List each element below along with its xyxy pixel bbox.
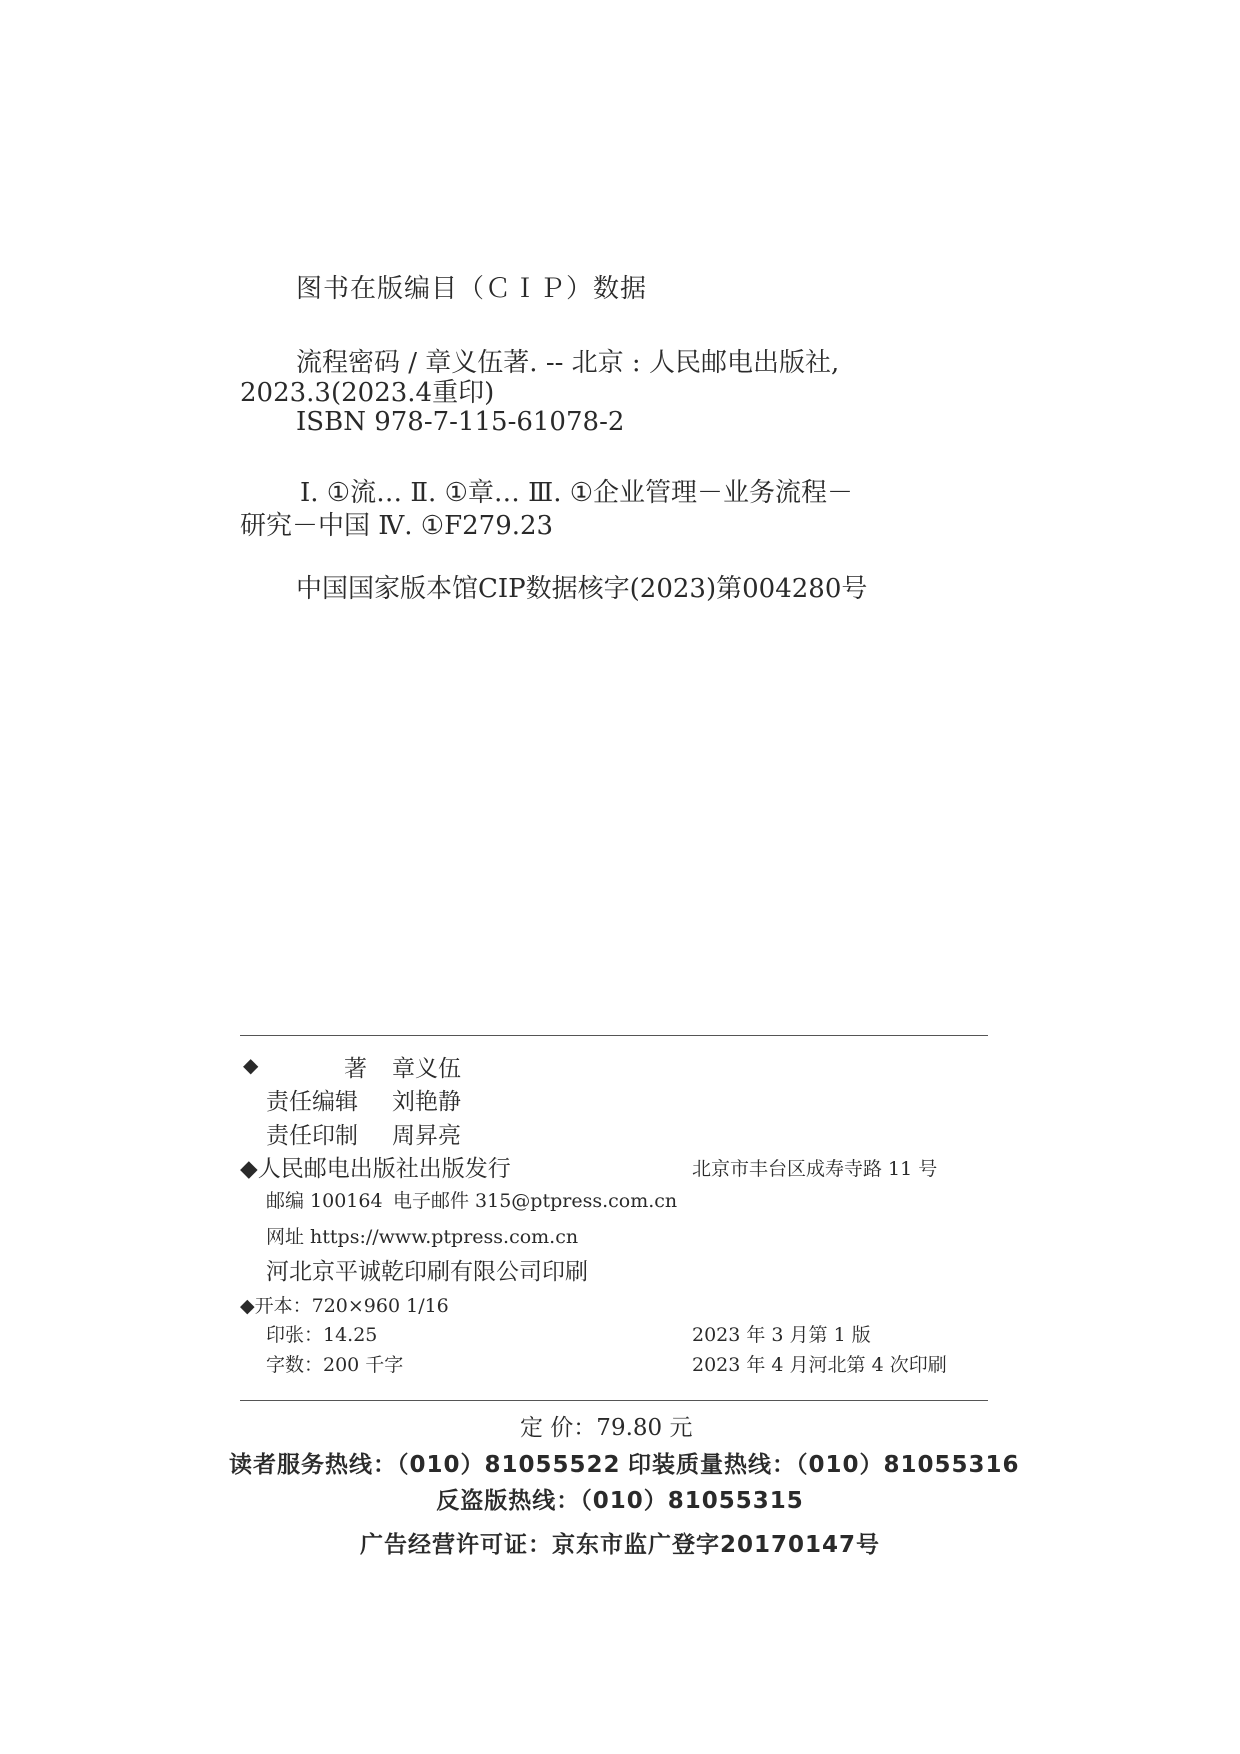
- editor-role: 责任编辑: [266, 1089, 358, 1115]
- publisher-address: 北京市丰台区成寿寺路 11 号: [692, 1158, 938, 1180]
- divider-top: [240, 1035, 988, 1036]
- edition: 2023 年 3 月第 1 版: [692, 1324, 871, 1346]
- cip-title-line: 流程密码 / 章义伍著. -- 北京 : 人民邮电出版社,: [296, 348, 840, 378]
- printer-name: 周昇亮: [392, 1123, 461, 1149]
- email: 电子邮件 315@ptpress.com.cn: [393, 1190, 678, 1212]
- editor-name: 刘艳静: [392, 1089, 461, 1115]
- print-house: 河北京平诚乾印刷有限公司印刷: [266, 1259, 588, 1285]
- quality-hotline: 印装质量热线：（010）81055316: [628, 1452, 1020, 1478]
- cip-classification-line-1: Ⅰ. ①流… Ⅱ. ①章… Ⅲ. ①企业管理－业务流程－: [300, 478, 854, 508]
- publisher: ◆人民邮电出版社出版发行: [240, 1156, 511, 1182]
- cip-isbn: ISBN 978-7-115-61078-2: [296, 407, 625, 437]
- print-role: 责任印制: [266, 1123, 358, 1149]
- reader-hotline: 读者服务热线：（010）81055522: [229, 1452, 621, 1478]
- author-name: 章义伍: [392, 1056, 461, 1082]
- price: 定 价：79.80 元: [520, 1415, 693, 1441]
- piracy-hotline: 反盗版热线：（010）81055315: [436, 1488, 804, 1514]
- cip-date-line: 2023.3(2023.4重印): [240, 378, 495, 408]
- ad-license: 广告经营许可证：京东市监广登字20170147号: [359, 1532, 881, 1558]
- website: 网址 https://www.ptpress.com.cn: [266, 1226, 579, 1248]
- bullet-diamond: ◆: [243, 1053, 259, 1077]
- divider-bottom: [240, 1400, 988, 1401]
- author-role: 著: [344, 1056, 367, 1082]
- cip-record-number: 中国国家版本馆CIP数据核字(2023)第004280号: [296, 574, 868, 604]
- book-format: ◆开本：720×960 1/16: [240, 1295, 449, 1317]
- printed-sheets: 印张：14.25: [266, 1324, 378, 1346]
- printing: 2023 年 4 月河北第 4 次印刷: [692, 1354, 947, 1376]
- cip-heading: 图书在版编目（ＣＩＰ）数据: [296, 274, 648, 304]
- cip-classification-line-2: 研究－中国 Ⅳ. ①F279.23: [240, 511, 554, 541]
- word-count: 字数：200 千字: [266, 1354, 404, 1376]
- postcode: 邮编 100164: [266, 1190, 383, 1212]
